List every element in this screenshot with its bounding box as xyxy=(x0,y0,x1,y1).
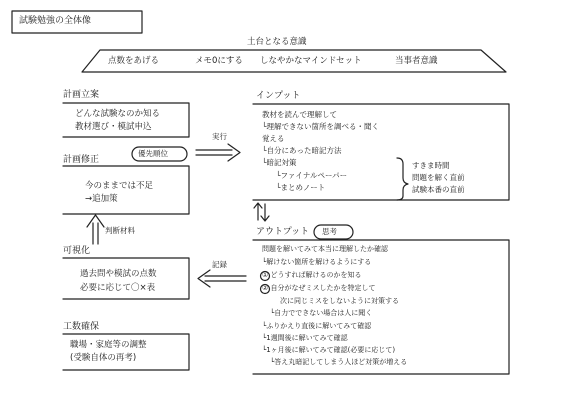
judgment-label: 判断材料 xyxy=(105,226,135,235)
planning-line: 教材選び・模試申込 xyxy=(75,122,152,132)
priority-badge-label: 優先順位 xyxy=(138,149,168,158)
input-line: 覚える xyxy=(262,134,285,143)
input-line: 教材を読んで理解して xyxy=(262,110,337,119)
foundation-label: 土台となる意識 xyxy=(247,37,307,47)
output-line: 次に同じミスをしないように対策する xyxy=(280,297,399,305)
execute-arrow xyxy=(196,144,240,161)
planning-title: 計画立案 xyxy=(63,90,100,100)
output-title: アウトプット xyxy=(256,227,310,237)
brace-line: 問題を解く直前 xyxy=(412,173,465,182)
record-arrow xyxy=(198,270,246,287)
judgment-arrow xyxy=(87,215,104,244)
brace-line: すきま時間 xyxy=(412,161,450,170)
output-line: └ふりかえり直後に解いてみて確認 xyxy=(262,322,372,330)
input-line: └ファイナルペーパー xyxy=(276,171,348,180)
input-output-arrows xyxy=(254,203,269,221)
output-line: └1週間後に解いてみて確認 xyxy=(262,334,348,342)
input-title: インプット xyxy=(256,91,301,101)
input-line: └自分にあった暗記方法 xyxy=(262,146,342,155)
output-line: ② 自分がなぜミスしたかを特定して xyxy=(262,284,376,292)
input-line: └まとめノート xyxy=(276,183,326,192)
visualize-title: 可視化 xyxy=(63,246,91,256)
time-secure-line: 職場・家庭等の調整 xyxy=(70,340,147,350)
time-secure-title: 工数確保 xyxy=(63,322,100,332)
output-line: └1ヶ月後に解いてみて確認(必要に応じて) xyxy=(262,346,396,354)
plan-revision-line: →追加策 xyxy=(85,194,118,204)
time-secure-line: (受験自体の再考) xyxy=(70,353,137,363)
foundation-item: しなやかなマインドセット xyxy=(260,56,362,66)
execute-label: 実行 xyxy=(212,132,227,141)
thinking-badge-label: 思考 xyxy=(322,227,337,236)
diagram-title: 試験勉強の全体像 xyxy=(19,16,92,26)
output-line: 問題を解いてみて本当に理解したか確認 xyxy=(262,245,388,253)
input-brace xyxy=(397,158,408,200)
output-line: └答え丸暗記してしまう人ほど対策が増える xyxy=(270,358,408,366)
record-label: 記録 xyxy=(212,260,227,269)
input-line: └暗記対策 xyxy=(262,158,297,167)
foundation-item: 当事者意識 xyxy=(395,56,438,66)
brace-line: 試験本番の直前 xyxy=(412,185,465,194)
output-line: └解けない箇所を解けるようにする xyxy=(262,258,372,266)
output-line: ① どうすれば解けるのかを知る xyxy=(262,271,362,279)
input-line: └理解できない箇所を調べる・聞く xyxy=(262,122,380,131)
foundation-item: メモ0にする xyxy=(195,56,243,66)
planning-line: どんな試験なのか知る xyxy=(75,109,161,119)
plan-revision-title: 計画修正 xyxy=(63,155,100,165)
plan-revision-line: 今のままでは不足 xyxy=(85,181,154,191)
foundation-item: 点数をあげる xyxy=(108,56,160,66)
output-line: └自力でできない場合は人に聞く xyxy=(270,309,373,317)
visualize-line: 必要に応じて〇×表 xyxy=(80,283,156,293)
visualize-line: 過去問や模試の点数 xyxy=(80,269,157,279)
